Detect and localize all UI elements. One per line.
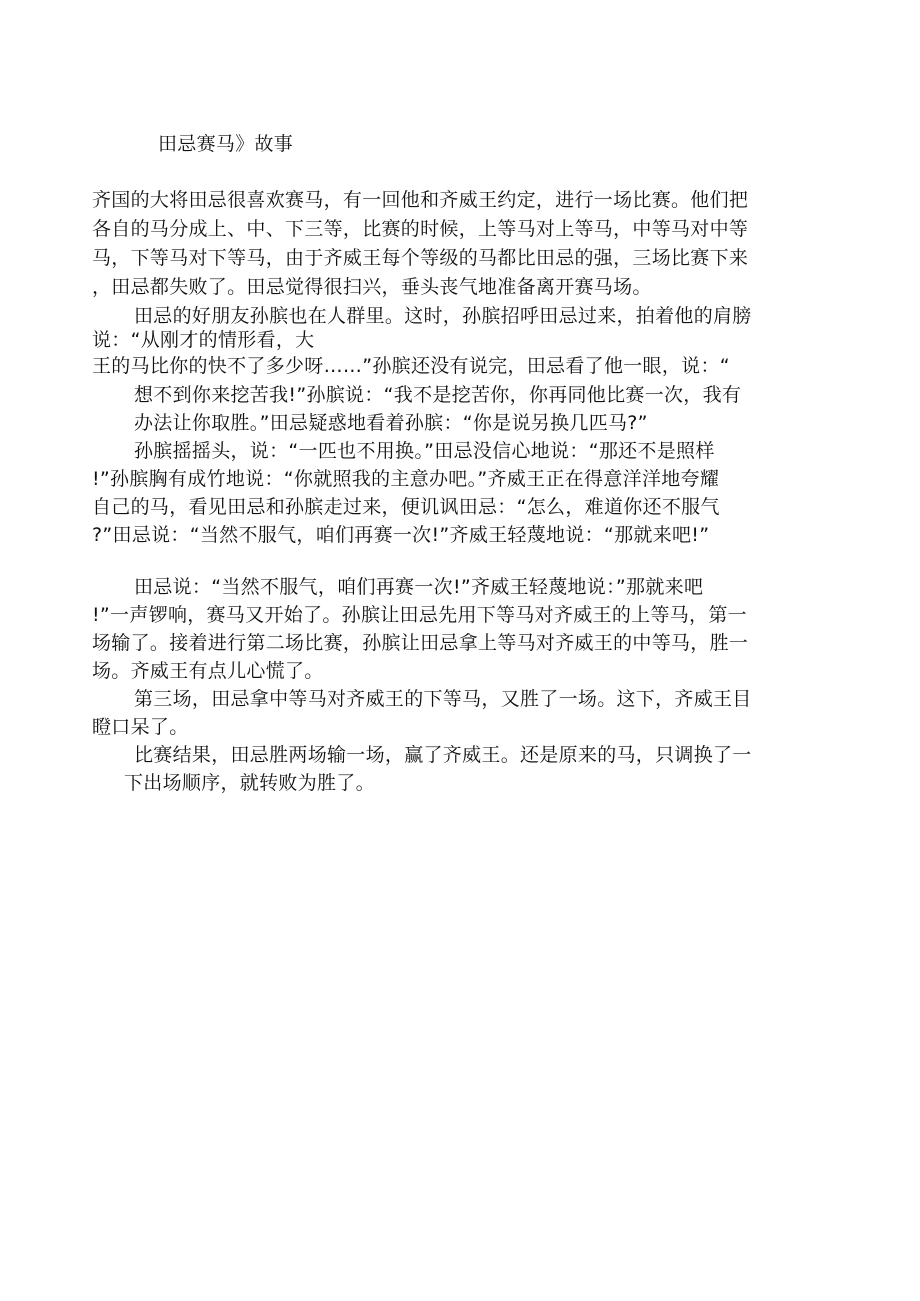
text-line: 田忌说：“当然不服气，咱们再赛一次!”齐威王轻蔑地说：”那就来吧 (134, 576, 704, 598)
text-line: 孙膑摇摇头，说：“一匹也不用换。”田忌没信心地说：“那还不是照样 (134, 440, 715, 462)
text-line: 王的马比你的快不了多少呀……”孙膑还没有说完，田忌看了他一眼，说：“ (92, 355, 730, 377)
text-line: 各自的马分成上、中、下三等，比赛的时候，上等马对上等马，中等马对中等 (92, 218, 749, 240)
text-line: ，田忌都失败了。田忌觉得很扫兴，垂头丧气地准备离开赛马场。 (92, 276, 652, 298)
text-line: 下出场顺序，就转败为胜了。 (124, 772, 375, 794)
text-line: 说：“从刚才的情形看，大 (92, 329, 315, 351)
document-title: 田忌赛马》故事 (158, 133, 294, 155)
text-line: 场输了。接着进行第二场比赛，孙膑让田忌拿上等马对齐威王的中等马，胜一 (92, 632, 749, 654)
text-line: 齐国的大将田忌很喜欢赛马，有一回他和齐威王约定，进行一场比赛。他们把 (92, 189, 749, 211)
text-line: 比赛结果，田忌胜两场输一场，赢了齐威王。还是原来的马，只调换了一 (134, 744, 752, 766)
text-line: 田忌的好朋友孙膑也在人群里。这时，孙膑招呼田忌过来，拍着他的肩膀 (134, 305, 752, 327)
text-line: 自己的马，看见田忌和孙膑走过来，便讥讽田忌：“怎么，难道你还不服气 (92, 496, 720, 518)
text-line: !”一声锣响，赛马又开始了。孙膑让田忌先用下等马对齐威王的上等马，第一 (92, 604, 747, 626)
text-line: 办法让你取胜。”田忌疑惑地看着孙膑：“你是说另换几匹马?” (134, 412, 648, 434)
text-line: 马，下等马对下等马，由于齐威王每个等级的马都比田忌的强，三场比赛下来 (92, 247, 749, 269)
text-line: 场。齐威王有点儿心慌了。 (92, 660, 324, 682)
text-line: !”孙膑胸有成竹地说：“你就照我的主意办吧。”齐威王正在得意洋洋地夸耀 (92, 468, 720, 490)
text-line: 第三场，田忌拿中等马对齐威王的下等马，又胜了一场。这下，齐威王目 (134, 688, 752, 710)
text-line: ?”田忌说：“当然不服气，咱们再赛一次!”齐威王轻蔑地说：“那就来吧!” (92, 524, 710, 546)
text-line: 想不到你来挖苦我!”孙膑说：“我不是挖苦你，你再同他比赛一次，我有 (134, 384, 742, 406)
text-line: 瞪口呆了。 (92, 716, 189, 738)
